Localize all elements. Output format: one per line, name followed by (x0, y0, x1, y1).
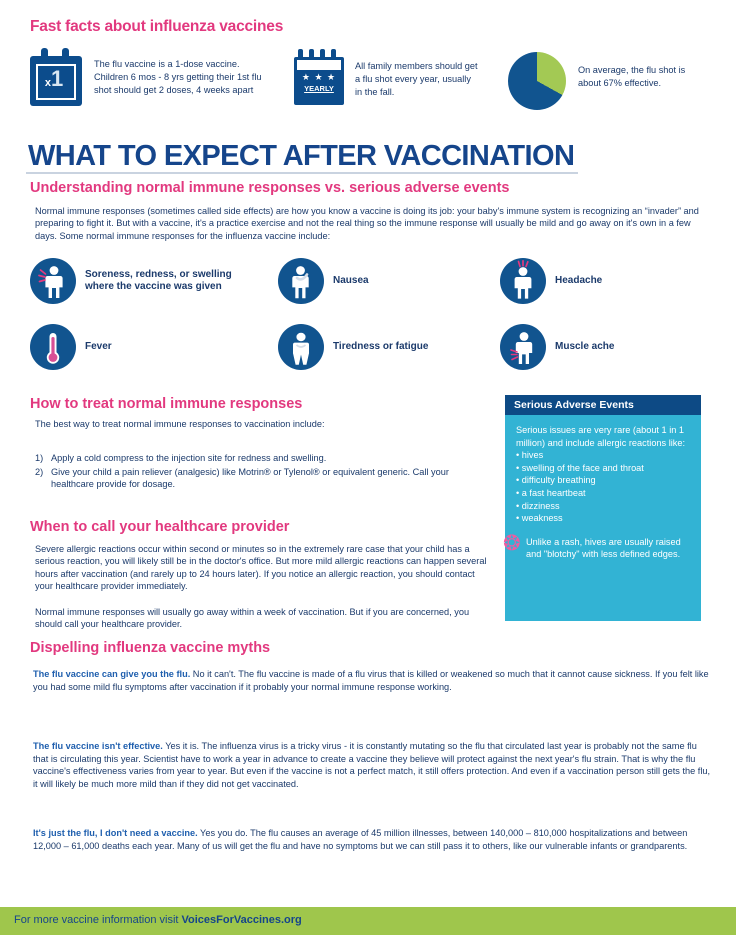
sae-bullet-list (516, 449, 691, 525)
fact-item-dose (28, 48, 293, 110)
list-item: • swelling of the face and throat (516, 462, 644, 473)
muscle-ache-person-icon (500, 324, 546, 370)
symptom-label: Headache (555, 274, 603, 286)
list-item (35, 466, 485, 491)
calendar-stars: ★ ★ ★ (301, 72, 337, 82)
calendar-yearly-label: YEARLY (304, 84, 334, 93)
list-item-number: 2) (35, 466, 44, 477)
myth-body: Yes you do. The flu causes an average of 45 million illnesses, between 140,000 – 810,000 hospitalizations and between 12,000 – 61,000 deaths each year. Many of us will get the flu and have no symptoms but we can still pass it to others, like our vulnerable infants or grandparents. (33, 828, 688, 851)
myth-lead: It's just the flu, I don't need a vaccine. (33, 828, 198, 838)
symptom-row (30, 258, 720, 304)
fast-facts-row (28, 48, 718, 110)
symptom-nausea (278, 258, 500, 304)
fact-item-effectiveness (508, 48, 713, 110)
list-item: • hives (516, 450, 544, 461)
sae-body (505, 415, 701, 561)
flower-icon: ❂ (503, 531, 521, 555)
symptom-headache (500, 258, 715, 304)
sae-intro: Serious issues are very rare (about 1 in 1 million) and include allergic reactions like: (516, 425, 686, 448)
treat-list (35, 452, 485, 492)
title-divider (26, 172, 578, 174)
list-item-text: Give your child a pain reliever (analgesic) like Motrin® or Tylenol® or equivalent generic. Call your healthcare provide for dosage. (51, 466, 449, 490)
list-item: • difficulty breathing (516, 475, 596, 486)
list-item-text: Apply a cold compress to the injection site for redness and swelling. (51, 453, 327, 463)
calendar-x1-icon (28, 48, 84, 110)
symptom-grid (30, 258, 720, 380)
symptom-tiredness (278, 324, 500, 370)
section-heading-myths: Dispelling influenza vaccine myths (30, 640, 271, 656)
fact-text-dose: The flu vaccine is a 1-dose vaccine. Children 6 mos - 8 yrs getting their 1st flu shot should get 2 doses, 4 weeks apart (94, 59, 262, 96)
symptom-soreness (30, 258, 278, 304)
list-item: • a fast heartbeat (516, 487, 586, 498)
myth-item (33, 740, 711, 790)
thermometer-fever-icon (30, 324, 76, 370)
treat-intro: The best way to treat normal immune responses to vaccination include: (35, 419, 325, 429)
calendar-x1-number: 1 (50, 66, 64, 91)
myth-lead: The flu vaccine isn't effective. (33, 741, 163, 751)
myth-body: Yes it is. The influenza virus is a tricky virus - it is constantly mutating so the flu that circulated last year is probably not the same flu that is circulating this year. Scientist have to work a year in advance to create a vaccine they believe will protect against the next year's flu strain. That is why the flu vaccine's effectiveness varies from year to year. But even if the vaccine is not a perfect match, it still offers protection. And even if a vaccination person still gets the flu, it will likely be much more mild than if they did not get vaccinated. (33, 741, 711, 789)
serious-adverse-events-box (505, 395, 701, 621)
sae-heading: Serious Adverse Events (505, 395, 701, 415)
list-item: • weakness (516, 513, 563, 524)
soreness-person-icon (30, 258, 76, 304)
myth-lead: The flu vaccine can give you the flu. (33, 669, 191, 679)
list-item-number: 1) (35, 453, 44, 463)
section-heading-when-to-call: When to call your healthcare provider (30, 519, 290, 535)
footer-prefix: For more vaccine information visit (14, 914, 182, 926)
nausea-person-icon (278, 258, 324, 304)
symptom-label: Nausea (333, 274, 369, 286)
headache-person-icon (500, 258, 546, 304)
symptom-fever (30, 324, 278, 370)
calendar-x1-x-label: x (44, 77, 51, 89)
when-to-call-paragraph-1: Severe allergic reactions occur within second or minutes so in the extremely rare case that your child has a serious reaction, you will likely still be in the doctor's office. But more mild allergic reactions can happen several hours after vaccination (and rarely up to 24 hours later). If you notice an allergic reaction, you should contact your healthcare provider immediately. (35, 544, 487, 592)
sae-note-text: Unlike a rash, hives are usually raised and "blotchy" with less defined edges. (526, 536, 681, 560)
page-title: WHAT TO EXPECT AFTER VACCINATION (28, 140, 575, 172)
section-heading-treat: How to treat normal immune responses (30, 396, 303, 412)
footer-text (14, 914, 302, 926)
myth-item (33, 668, 711, 693)
symptom-label: Fever (85, 340, 112, 352)
section-heading-understanding: Understanding normal immune responses vs. serious adverse events (30, 180, 510, 196)
myth-item (33, 827, 711, 852)
when-to-call-paragraph-2: Normal immune responses will usually go away within a week of vaccination. But if you are concerned, you should call your healthcare provider. (35, 607, 470, 630)
calendar-yearly-icon (293, 48, 345, 110)
list-item (35, 452, 485, 465)
myth-body: No it can't. The flu vaccine is made of a flu virus that is killed or weakened so much that it cannot cause sickness. If you felt like you had some mild flu symptoms after vaccination if it probably your normal immune response working. (33, 669, 709, 692)
fact-text-yearly: All family members should get a flu shot every year, usually in the fall. (355, 61, 478, 98)
symptom-label: Tiredness or fatigue (333, 340, 429, 352)
symptom-muscle-ache (500, 324, 715, 370)
footer-bar (0, 907, 736, 935)
symptom-label: Soreness, redness, or swelling where the vaccine was given (85, 268, 232, 292)
tiredness-person-icon (278, 324, 324, 370)
sae-note (503, 531, 691, 561)
fact-item-yearly (293, 48, 508, 110)
symptom-label: Muscle ache (555, 340, 615, 352)
list-item: • dizziness (516, 500, 560, 511)
fast-facts-title: Fast facts about influenza vaccines (30, 18, 284, 35)
pie-chart-icon (508, 52, 566, 110)
symptom-row (30, 324, 720, 370)
intro-paragraph: Normal immune responses (sometimes called side effects) are how you know a vaccine is doing its job: your baby's immune system is recognizing an “invader” and preparing to fight it. But with a vaccine, it's a practice exercise and not the real thing so the immune response will usually be mild and go away on it's own in a few days. Some normal immune responses for the influenza vaccine include: (35, 206, 699, 241)
footer-site-link[interactable]: VoicesForVaccines.org (181, 914, 302, 926)
fact-text-effectiveness: On average, the flu shot is about 67% effective. (578, 65, 686, 89)
